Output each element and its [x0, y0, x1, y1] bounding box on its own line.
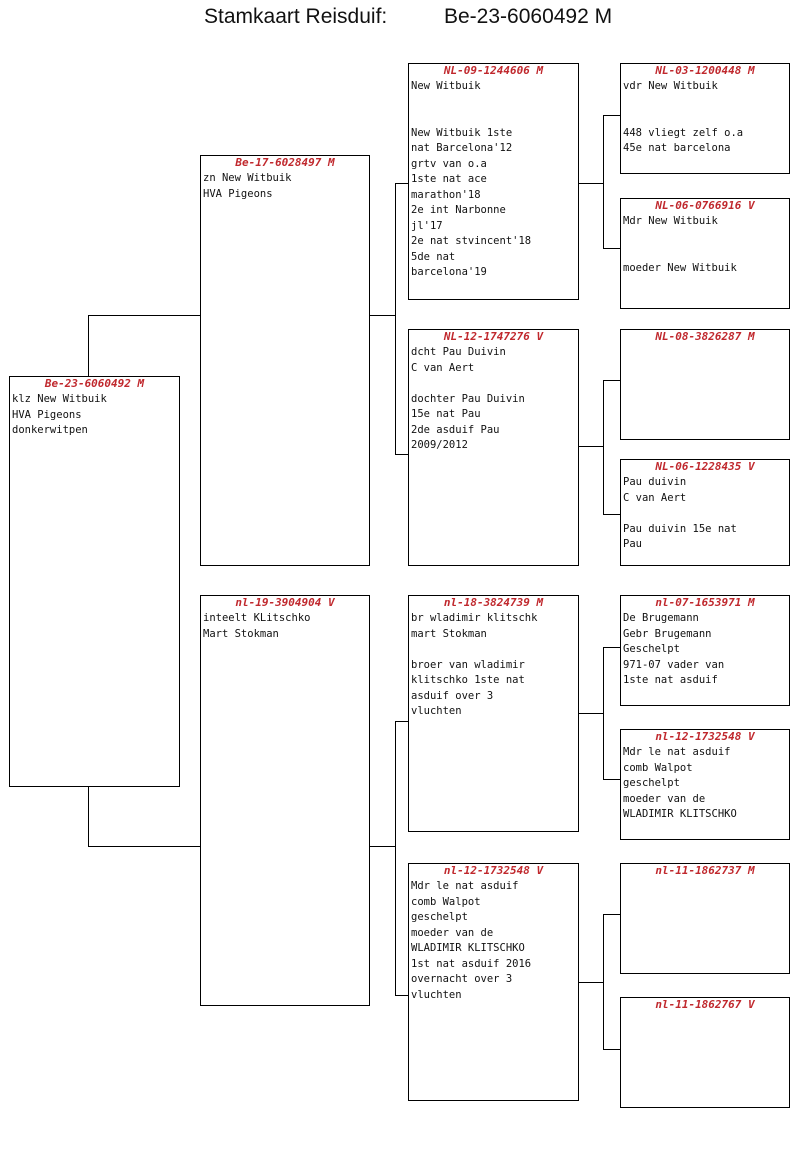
note-line: dcht Pau Duivin — [411, 346, 506, 358]
note-line: New Witbuik — [411, 80, 481, 92]
note-line: Mdr New Witbuik — [623, 215, 718, 227]
note-line: C van Aert — [411, 361, 475, 374]
note-line: Pau duivin 15e nat — [623, 522, 737, 535]
pedigree-box-mother-mother — [408, 863, 579, 1101]
note-line — [623, 95, 789, 111]
pigeon-notes — [409, 345, 578, 454]
connector-mf-bracket — [604, 648, 621, 780]
note-line: klitschko 1ste nat — [411, 674, 525, 686]
pigeon-notes — [409, 611, 578, 720]
note-line: 2de asduif Pau — [411, 423, 500, 436]
note-line: overnacht over 3 — [411, 973, 513, 985]
note-line: 2e int Narbonne — [411, 204, 506, 216]
note-line: New Witbuik 1ste — [411, 126, 513, 139]
note-line: Gebr Brugemann — [623, 627, 712, 640]
pigeon-notes — [621, 214, 789, 276]
ring-number: nl-12-1732548 V — [443, 864, 544, 877]
ring-number: nl-11-1862767 V — [655, 998, 755, 1011]
connector-ff-bracket — [604, 116, 621, 249]
note-line: comb Walpot — [623, 761, 693, 774]
note-line: zn New Witbuik — [203, 172, 292, 184]
note-line: donkerwitpen — [12, 424, 88, 436]
connector-subject-father — [89, 316, 201, 377]
pigeon-notes — [201, 171, 369, 202]
note-line: 5de nat — [411, 250, 456, 263]
pigeon-notes — [621, 79, 789, 157]
ring-number: nl-18-3824739 M — [443, 596, 544, 609]
pedigree-box-mff — [620, 595, 790, 706]
note-line: geschelpt — [411, 911, 468, 923]
pedigree-box-mmm — [620, 997, 790, 1108]
note-line: barcelona'19 — [411, 266, 487, 278]
note-line: WLADIMIR KLITSCHKO — [623, 808, 737, 820]
note-line: Mdr le nat asduif — [623, 746, 731, 758]
note-line: 1ste nat ace — [411, 173, 487, 185]
note-line: vluchten — [411, 988, 462, 1001]
pedigree-box-fmm — [620, 459, 790, 566]
connector-mother-bracket — [396, 722, 409, 996]
ring-number: Be-23-6060492 M — [44, 377, 145, 390]
note-line: inteelt KLitschko — [203, 612, 311, 624]
title-ring-number: Be-23-6060492 M — [444, 5, 613, 28]
pigeon-notes — [201, 611, 369, 642]
pedigree-box-ffm — [620, 198, 790, 309]
pigeon-notes — [10, 392, 179, 439]
ring-number: NL-08-3826287 M — [655, 330, 755, 343]
pigeon-notes — [621, 745, 789, 823]
note-line: 1ste nat asduif — [623, 674, 718, 686]
ring-number: nl-12-1732548 V — [655, 730, 755, 743]
ring-number: nl-11-1862737 M — [655, 864, 755, 877]
note-line: 448 vliegt zelf o.a — [623, 126, 744, 139]
ring-number: NL-06-1228435 V — [655, 460, 755, 473]
note-line: klz New Witbuik — [12, 393, 107, 405]
note-line: Mart Stokman — [203, 627, 279, 640]
pedigree-box-fff — [620, 63, 790, 174]
note-line: nat Barcelona'12 — [411, 142, 513, 154]
note-line: moeder New Witbuik — [623, 261, 737, 274]
pigeon-notes — [621, 611, 789, 689]
note-line — [623, 110, 789, 126]
note-line: vdr New Witbuik — [623, 80, 718, 92]
note-line: 2009/2012 — [411, 439, 468, 451]
note-line: geschelpt — [623, 777, 680, 789]
note-line: asduif over 3 — [411, 689, 494, 702]
note-line — [411, 376, 578, 392]
ring-number: NL-12-1747276 V — [443, 330, 544, 343]
note-line: broer van wladimir — [411, 658, 525, 671]
note-line — [411, 110, 578, 126]
ring-number: NL-06-0766916 V — [655, 199, 755, 212]
note-line: mart Stokman — [411, 627, 487, 640]
note-line: 1st nat asduif 2016 — [411, 957, 532, 970]
note-line: De Brugemann — [623, 612, 699, 624]
connector-fm-bracket — [604, 381, 621, 515]
ring-number: nl-19-3904904 V — [235, 596, 335, 609]
pedigree-box-mmf — [620, 863, 790, 974]
pedigree-box-mother-father — [408, 595, 579, 832]
ring-number: nl-07-1653971 M — [655, 596, 755, 609]
note-line: Pau — [623, 538, 642, 550]
pedigree-box-subject — [9, 376, 180, 787]
title-label: Stamkaart Reisduif: — [204, 5, 388, 28]
note-line: 15e nat Pau — [411, 408, 481, 420]
note-line: moeder van de — [623, 792, 706, 805]
note-line — [411, 95, 578, 111]
note-line: Geschelpt — [623, 643, 680, 655]
note-line: jl'17 — [411, 219, 443, 232]
pigeon-notes — [621, 475, 789, 553]
note-line: C van Aert — [623, 491, 687, 504]
note-line: HVA Pigeons — [203, 187, 273, 200]
note-line — [623, 506, 789, 522]
connector-subject-mother — [89, 787, 201, 847]
note-line — [623, 245, 789, 261]
pigeon-notes — [409, 79, 578, 281]
connector-father-bracket — [396, 184, 409, 455]
pigeon-notes — [409, 879, 578, 1003]
note-line: 971-07 vader van — [623, 658, 725, 671]
ring-number: Be-17-6028497 M — [235, 156, 335, 169]
pedigree-box-mfm — [620, 729, 790, 840]
pedigree-box-father-mother — [408, 329, 579, 566]
note-line: dochter Pau Duivin — [411, 392, 525, 405]
ring-number: NL-03-1200448 M — [655, 64, 755, 77]
note-line: HVA Pigeons — [12, 408, 82, 421]
note-line — [623, 230, 789, 246]
note-line: Mdr le nat asduif — [411, 880, 519, 892]
note-line: Pau duivin — [623, 476, 687, 488]
pedigree-box-mother — [200, 595, 370, 1006]
ring-number: NL-09-1244606 M — [443, 64, 544, 77]
note-line: vluchten — [411, 705, 462, 717]
note-line: 45e nat barcelona — [623, 142, 731, 154]
note-line: grtv van o.a — [411, 157, 487, 170]
note-line — [411, 642, 578, 658]
note-line: br wladimir klitschk — [411, 612, 538, 624]
note-line: moeder van de — [411, 926, 494, 939]
connector-mm-bracket — [604, 915, 621, 1050]
pedigree-box-father — [200, 155, 370, 566]
note-line: comb Walpot — [411, 895, 481, 908]
note-line: 2e nat stvincent'18 — [411, 235, 532, 247]
pedigree-box-father-father — [408, 63, 579, 300]
pedigree-box-fmf — [620, 329, 790, 440]
note-line: marathon'18 — [411, 188, 481, 201]
note-line: WLADIMIR KLITSCHKO — [411, 942, 525, 954]
